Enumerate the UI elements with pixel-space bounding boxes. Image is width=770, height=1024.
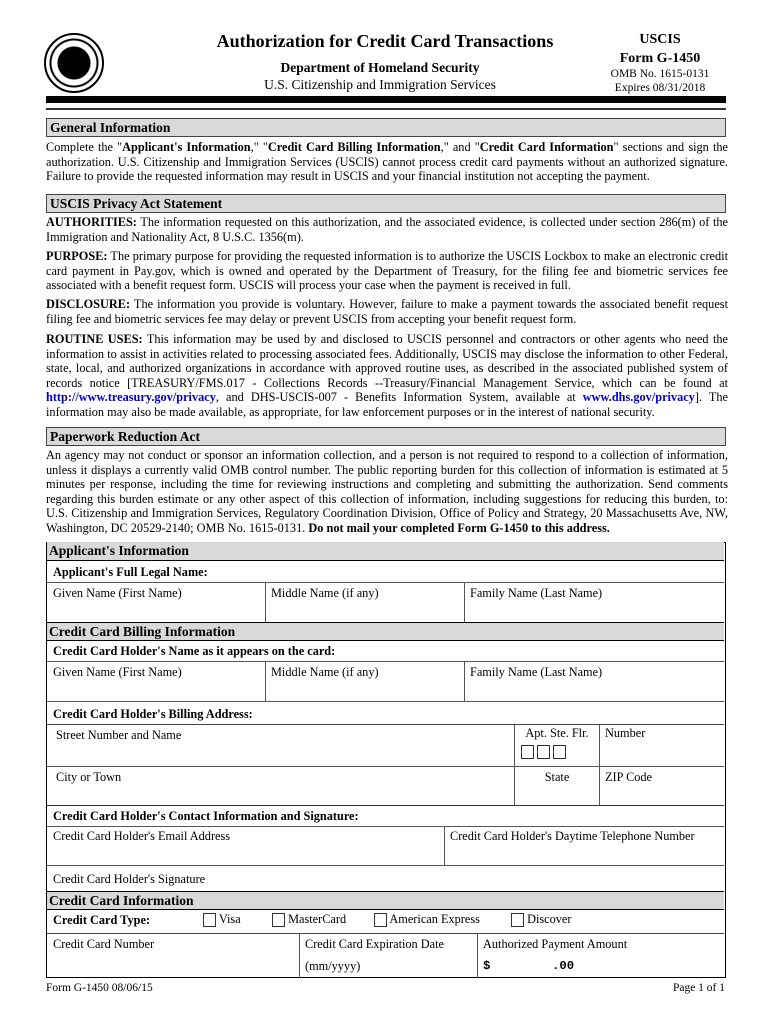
- page-number: Page 1 of 1: [672, 982, 725, 994]
- street-row: [47, 724, 724, 766]
- ste-checkbox[interactable]: [537, 745, 550, 759]
- card-details-row: [47, 933, 724, 977]
- dhs-privacy-link[interactable]: www.dhs.gov/privacy: [582, 390, 695, 405]
- routine-uses-text: ROUTINE USES: This information may be used by and disclosed to USCIS personnel and contractors or other agents who need the information to assist in activities related to processing associated fees. Additionally, USCIS may disclose the information to other Federal, state, local, and authorized organizations in accordance with approved routine uses, as described in the associated published system of records notice [TREASURY/FMS.017 - Collections Records --Treasury/Financial Management Service, which can be found at http://www.treasury.gov/privacy, and DHS-USCIS-007 - Benefits Information System, available at www.dhs.gov/privacy]. The information may also be made available, as appropriate, for law enforcement purposes or in the interest of national security.: [46, 332, 729, 419]
- billing-address-label: Credit Card Holder's Billing Address:: [53, 707, 253, 721]
- apt-ste-flr-label: Apt. Ste. Flr.: [525, 726, 589, 740]
- header-divider: [46, 108, 726, 110]
- payment-amount-label: Authorized Payment Amount: [483, 937, 628, 951]
- authorities-text: AUTHORITIES: The information requested on this authorization, and the associated evidence, is collected under section 286(m) of the Immigration and Nationality Act, 8 U.S.C. 1356(m).: [46, 215, 728, 244]
- signature-field[interactable]: Credit Card Holder's Signature: [53, 872, 206, 886]
- billing-heading: Credit Card Billing Information: [47, 622, 724, 641]
- card-number-field[interactable]: Credit Card Number: [53, 937, 155, 951]
- visa-checkbox[interactable]: [203, 913, 216, 927]
- card-info-heading: Credit Card Information: [47, 891, 724, 910]
- contact-row: [47, 805, 724, 826]
- general-info-text: Complete the "Applicant's Information," "Credit Card Billing Information," and "Credit Card Information" sections and sign the authorization. U.S. Citizenship and Immigration Services (USCIS) cannot process credit card payments without an authorized signature. Failure to provide the requested information may result in USCIS and your financial institution not accepting the payment.: [46, 140, 728, 184]
- billing-address-row: [47, 701, 724, 724]
- purpose-text: PURPOSE: The primary purpose for providing the requested information is to authorize the USCIS Lockbox to make an electronic credit card payment in Pay.gov, which is owned and operated by the Department of Treasury, for the filing fee and biometric services fee associated with a benefit request form. USCIS will process your case when the payment is received in full.: [46, 249, 728, 293]
- form-fields: [46, 542, 726, 978]
- disclosure-text: DISCLOSURE: The information you provide is voluntary. However, failure to make a payment towards the associated benefit request filing fee and biometric services fee may delay or prevent USCIS from accepting your benefit request form.: [46, 297, 728, 326]
- treasury-privacy-link[interactable]: http://www.treasury.gov/privacy: [46, 390, 216, 405]
- form-edition: Form G-1450 08/06/15: [46, 982, 153, 994]
- email-field[interactable]: Credit Card Holder's Email Address: [53, 829, 231, 843]
- paperwork-heading: Paperwork Reduction Act: [46, 427, 726, 446]
- uscis-label: USCIS: [639, 32, 681, 47]
- amex-option[interactable]: American Express: [374, 912, 480, 927]
- department: Department of Homeland Security: [280, 60, 480, 75]
- applicant-middle-name-field[interactable]: Middle Name (if any): [271, 586, 379, 600]
- applicant-given-name-field[interactable]: Given Name (First Name): [53, 586, 182, 600]
- discover-option[interactable]: Discover: [511, 912, 571, 927]
- mastercard-checkbox[interactable]: [272, 913, 285, 927]
- form-number: Form G-1450: [619, 51, 701, 66]
- holder-middle-name-field[interactable]: Middle Name (if any): [271, 665, 379, 679]
- mastercard-option[interactable]: MasterCard: [272, 912, 346, 927]
- expiration: Expires 08/31/2018: [614, 82, 706, 94]
- discover-checkbox[interactable]: [511, 913, 524, 927]
- title-text: Authorization for Credit Card Transactions: [216, 31, 554, 51]
- paperwork-text: An agency may not conduct or sponsor an information collection, and a person is not required to respond to a collection of information, unless it displays a currently valid OMB control number. The public reporting burden for this collection of information is estimated at 5 minutes per response, including the time for reviewing instructions and completing and submitting the authorization. Send comments regarding this burden estimate or any other aspect of this collection of information, including suggestions for reducing this burden, to: U.S. Citizenship and Immigration Services, Regulatory Coordination Division, Office of Policy and Strategy, 20 Massachusetts Ave, NW, Washington, DC 20529-2140; OMB No. 1615-0131. Do not mail your completed Form G-1450 to this address.: [46, 448, 728, 535]
- unit-number-field[interactable]: Number: [605, 726, 646, 740]
- flr-checkbox[interactable]: [553, 745, 566, 759]
- privacy-heading: USCIS Privacy Act Statement: [46, 194, 726, 213]
- city-field[interactable]: City or Town: [56, 770, 122, 784]
- apt-checkbox[interactable]: [521, 745, 534, 759]
- omb-number: OMB No. 1615-0131: [610, 68, 710, 80]
- holder-given-name-field[interactable]: Given Name (First Name): [53, 665, 182, 679]
- phone-field[interactable]: Credit Card Holder's Daytime Telephone Number: [450, 829, 695, 843]
- zip-field[interactable]: ZIP Code: [605, 770, 653, 784]
- state-field[interactable]: State: [544, 770, 570, 784]
- holder-family-name-field[interactable]: Family Name (Last Name): [470, 665, 603, 679]
- visa-option[interactable]: Visa: [203, 912, 241, 927]
- applicant-name-row: [47, 582, 724, 623]
- general-info-heading: General Information: [46, 118, 726, 137]
- card-type-label: Credit Card Type:: [53, 913, 151, 927]
- dollar-sign: $: [483, 959, 491, 973]
- amex-checkbox[interactable]: [374, 913, 387, 927]
- expiration-format: (mm/yyyy): [305, 959, 361, 973]
- applicant-heading: Applicant's Information: [47, 542, 724, 561]
- signature-row: [47, 865, 724, 892]
- applicant-family-name-field[interactable]: Family Name (Last Name): [470, 586, 603, 600]
- card-holder-name-label: Credit Card Holder's Name as it appears on the card:: [53, 644, 336, 658]
- unit-type-checkboxes: [521, 744, 566, 759]
- street-field[interactable]: Street Number and Name: [56, 728, 182, 742]
- applicant-full-name-label: Applicant's Full Legal Name:: [53, 565, 208, 579]
- card-type-row: [47, 910, 724, 933]
- holder-name-row: [47, 661, 724, 701]
- contact-label: Credit Card Holder's Contact Information and Signature:: [53, 809, 359, 823]
- expiration-date-field[interactable]: Credit Card Expiration Date: [305, 937, 444, 951]
- email-phone-row: [47, 826, 724, 865]
- city-row: [47, 766, 724, 805]
- header-rule: [46, 96, 726, 103]
- agency: U.S. Citizenship and Immigration Services: [264, 77, 496, 92]
- payment-amount-field[interactable]: .00: [552, 959, 575, 973]
